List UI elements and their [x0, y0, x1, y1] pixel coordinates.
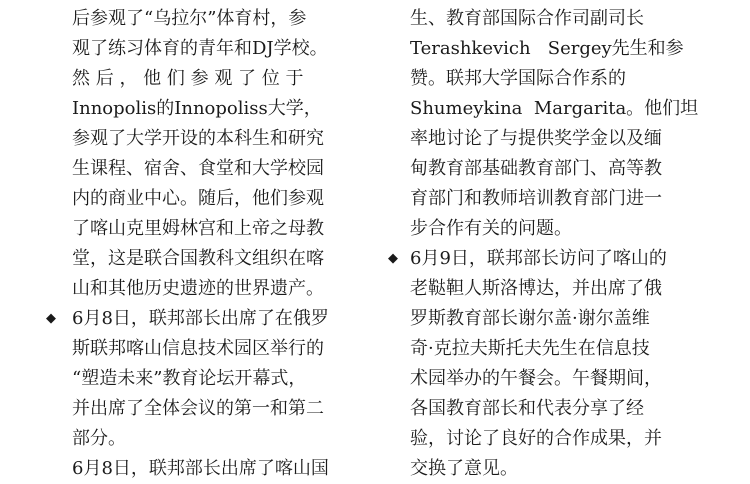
cut-text-line: 6月8日，联邦部长出席了喀山国: [72, 458, 329, 479]
diamond-bullet-icon: ◆: [46, 311, 56, 326]
right-column: [388, 4, 702, 479]
left-continuation-paragraph: [72, 4, 366, 304]
text-line: 6月8日，联邦部长出席了在俄罗: [72, 308, 329, 329]
text-line: 参观了大学开设的本科生和研究: [72, 128, 324, 149]
left-column: [46, 4, 366, 484]
diamond-bullet-icon: ◆: [388, 251, 398, 266]
text-line: 甸教育部基础教育部门、高等教: [410, 158, 662, 179]
text-line: 罗斯教育部长谢尔盖·谢尔盖维: [410, 308, 650, 329]
text-line: 部分。: [72, 428, 126, 449]
text-line: 内的商业中心。随后，他们参观: [72, 188, 324, 209]
text-line: 赞。联邦大学国际合作系的: [410, 68, 626, 89]
text-line: 各国教育部长和代表分享了经: [410, 398, 644, 419]
bullet-item-cut: [72, 454, 366, 484]
text-line: 斯联邦喀山信息技术园区举行的: [72, 338, 324, 359]
cut-text-line: 交换了意见。: [410, 458, 518, 479]
text-line: 老鞑靼人斯洛博达，并出席了俄: [410, 278, 662, 299]
text-line: 验，讨论了良好的合作成果，并: [410, 428, 662, 449]
bullet-item-june-9: [388, 244, 702, 479]
right-continuation-paragraph: [410, 4, 702, 244]
text-line: 并出席了全体会议的第一和第二: [72, 398, 324, 419]
text-line: 山和其他历史遗迹的世界遗产。: [72, 278, 324, 299]
text-line: 步合作有关的问题。: [410, 218, 572, 239]
text-line: 率地讨论了与提供奖学金以及缅: [410, 128, 662, 149]
text-line: Shumeykina Margarita。他们坦: [410, 98, 699, 119]
text-line: 奇·克拉夫斯托夫先生在信息技: [410, 338, 650, 359]
text-line: 然 后 ， 他 们 参 观 了 位 于: [72, 68, 304, 89]
text-line: 了喀山克里姆林宫和上帝之母教: [72, 218, 324, 239]
text-line: 育部门和教师培训教育部门进一: [410, 188, 662, 209]
text-line: 堂，这是联合国教科文组织在喀: [72, 248, 324, 269]
text-line: “塑造未来”教育论坛开幕式，: [72, 368, 307, 389]
text-line: 6月9日，联邦部长访问了喀山的: [410, 248, 667, 269]
text-line: 生、教育部国际合作司副司长: [410, 8, 644, 29]
text-line: 术园举办的午餐会。午餐期间，: [410, 368, 662, 389]
text-line: Terashkevich Sergey先生和参: [410, 38, 684, 59]
text-line: 生课程、宿舍、食堂和大学校园: [72, 158, 324, 179]
bullet-item-june-8: [46, 304, 366, 454]
text-line: Innopolis的Innopoliss大学，: [72, 98, 322, 119]
text-line: 观了练习体育的青年和DJ学校。: [72, 38, 328, 59]
text-line: 后参观了“乌拉尔”体育村，参: [72, 8, 307, 29]
